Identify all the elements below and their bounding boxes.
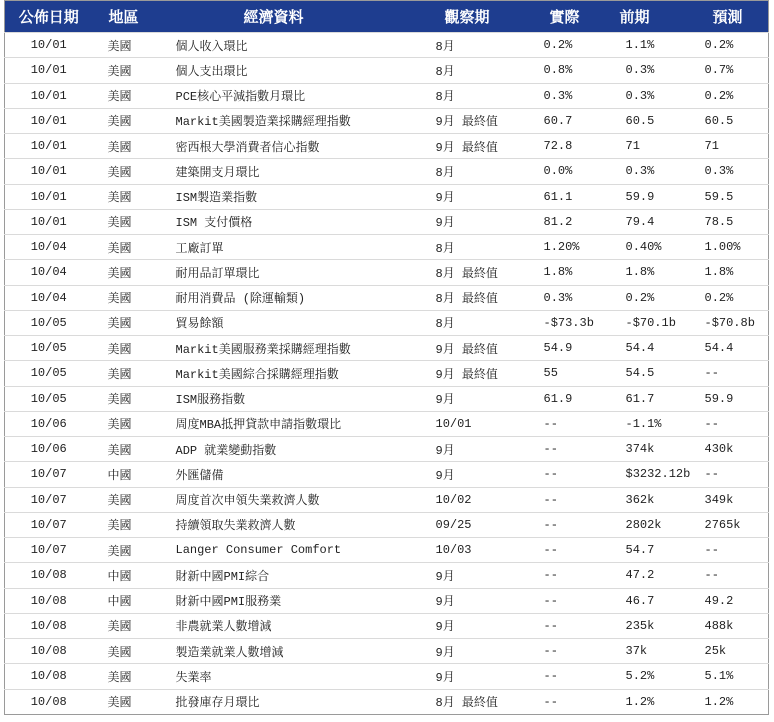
cell-forecast: 1.2% bbox=[704, 694, 734, 709]
cell-forecast: 71 bbox=[704, 139, 719, 154]
cell-previous: 5.2% bbox=[625, 669, 655, 684]
cell-forecast: 2765k bbox=[704, 517, 741, 532]
economic-calendar-table bbox=[4, 0, 769, 715]
cell-period: 10/02 bbox=[435, 492, 472, 507]
cell-forecast: 1.00% bbox=[704, 240, 741, 255]
cell-region: 美國 bbox=[107, 241, 132, 256]
cell-date: 10/05 bbox=[30, 315, 67, 330]
cell-forecast: 60.5 bbox=[704, 113, 734, 128]
cell-forecast: 0.3% bbox=[704, 164, 734, 179]
cell-indicator: 個人支出環比 bbox=[175, 64, 248, 79]
cell-date: 10/08 bbox=[30, 669, 67, 684]
cell-indicator: Langer Consumer Comfort bbox=[175, 543, 342, 558]
cell-forecast: -- bbox=[704, 416, 719, 431]
table-row bbox=[5, 134, 769, 159]
table-row bbox=[5, 83, 769, 108]
cell-date: 10/04 bbox=[30, 265, 67, 280]
cell-forecast: 430k bbox=[704, 442, 734, 457]
cell-forecast: 5.1% bbox=[704, 669, 734, 684]
cell-period: 9月 bbox=[435, 443, 455, 458]
cell-previous: 54.7 bbox=[625, 543, 655, 558]
table-row bbox=[5, 108, 769, 133]
cell-region: 美國 bbox=[107, 39, 132, 54]
table-header bbox=[5, 1, 769, 33]
cell-period: 9月 bbox=[435, 468, 455, 483]
cell-period: 8月 bbox=[435, 39, 455, 54]
cell-forecast: -$70.8b bbox=[704, 315, 755, 330]
table-row bbox=[5, 538, 769, 563]
cell-previous: 0.3% bbox=[625, 63, 655, 78]
cell-region: 美國 bbox=[107, 266, 132, 281]
table-row bbox=[5, 689, 769, 714]
cell-previous: 71 bbox=[625, 139, 640, 154]
cell-period: 8月 最終值 bbox=[435, 292, 498, 307]
cell-date: 10/08 bbox=[30, 568, 67, 583]
cell-actual: 0.3% bbox=[543, 88, 573, 103]
cell-indicator: 失業率 bbox=[175, 670, 212, 685]
cell-actual: -- bbox=[543, 694, 558, 709]
economic-calendar bbox=[4, 0, 768, 715]
cell-period: 10/01 bbox=[435, 416, 472, 431]
cell-indicator: 個人收入環比 bbox=[175, 39, 248, 54]
cell-region: 美國 bbox=[107, 418, 132, 433]
table-row bbox=[5, 310, 769, 335]
table-row bbox=[5, 235, 769, 260]
cell-region: 美國 bbox=[107, 494, 132, 509]
cell-actual: -- bbox=[543, 618, 558, 633]
cell-period: 9月 bbox=[435, 191, 455, 206]
cell-actual: 81.2 bbox=[543, 214, 573, 229]
cell-indicator: 密西根大學消費者信心指數 bbox=[175, 140, 320, 155]
table-row bbox=[5, 386, 769, 411]
cell-date: 10/05 bbox=[30, 366, 67, 381]
cell-actual: 1.20% bbox=[543, 240, 580, 255]
cell-actual: -- bbox=[543, 416, 558, 431]
cell-previous: 54.4 bbox=[625, 341, 655, 356]
cell-forecast: 0.7% bbox=[704, 63, 734, 78]
cell-previous: 1.2% bbox=[625, 694, 655, 709]
cell-previous: -$70.1b bbox=[625, 315, 676, 330]
cell-region: 美國 bbox=[107, 292, 132, 307]
cell-forecast: 25k bbox=[704, 644, 727, 659]
header-row bbox=[5, 1, 769, 33]
cell-period: 10/03 bbox=[435, 543, 472, 558]
cell-period: 8月 最終值 bbox=[435, 266, 498, 281]
cell-actual: 0.8% bbox=[543, 63, 573, 78]
cell-previous: 374k bbox=[625, 442, 655, 457]
cell-date: 10/07 bbox=[30, 543, 67, 558]
cell-date: 10/01 bbox=[30, 88, 67, 103]
cell-forecast: 0.2% bbox=[704, 290, 734, 305]
table-row bbox=[5, 285, 769, 310]
cell-forecast: 49.2 bbox=[704, 593, 734, 608]
cell-period: 8月 bbox=[435, 241, 455, 256]
cell-indicator: 財新中國PMI服務業 bbox=[175, 595, 282, 610]
cell-forecast: 78.5 bbox=[704, 214, 734, 229]
table-row bbox=[5, 588, 769, 613]
cell-indicator: 外匯儲備 bbox=[175, 468, 224, 483]
cell-previous: 79.4 bbox=[625, 214, 655, 229]
cell-date: 10/01 bbox=[30, 214, 67, 229]
cell-actual: -- bbox=[543, 593, 558, 608]
cell-date: 10/01 bbox=[30, 63, 67, 78]
cell-actual: 60.7 bbox=[543, 113, 573, 128]
table-row bbox=[5, 437, 769, 462]
cell-period: 9月 bbox=[435, 595, 455, 610]
cell-date: 10/01 bbox=[30, 113, 67, 128]
cell-forecast: 54.4 bbox=[704, 341, 734, 356]
cell-previous: 1.8% bbox=[625, 265, 655, 280]
cell-region: 美國 bbox=[107, 64, 132, 79]
cell-actual: 0.3% bbox=[543, 290, 573, 305]
cell-date: 10/01 bbox=[30, 139, 67, 154]
cell-region: 美國 bbox=[107, 544, 132, 559]
cell-actual: -- bbox=[543, 644, 558, 659]
cell-indicator: Markit美國服務業採購經理指數 bbox=[175, 342, 351, 357]
cell-date: 10/01 bbox=[30, 38, 67, 53]
cell-forecast: 59.9 bbox=[704, 391, 734, 406]
cell-period: 9月 bbox=[435, 569, 455, 584]
cell-region: 美國 bbox=[107, 443, 132, 458]
cell-forecast: -- bbox=[704, 568, 719, 583]
table-row bbox=[5, 33, 769, 58]
cell-previous: 362k bbox=[625, 492, 655, 507]
cell-region: 美國 bbox=[107, 393, 132, 408]
table-row bbox=[5, 487, 769, 512]
cell-region: 美國 bbox=[107, 317, 132, 332]
cell-period: 09/25 bbox=[435, 517, 472, 532]
cell-date: 10/06 bbox=[30, 442, 67, 457]
cell-region: 中國 bbox=[107, 468, 132, 483]
cell-period: 8月 最終值 bbox=[435, 696, 498, 711]
table-row bbox=[5, 336, 769, 361]
table-row bbox=[5, 58, 769, 83]
cell-forecast: 0.2% bbox=[704, 38, 734, 53]
cell-indicator: 周度MBA抵押貸款申請指數環比 bbox=[175, 418, 342, 433]
cell-actual: -- bbox=[543, 669, 558, 684]
cell-forecast: -- bbox=[704, 366, 719, 381]
cell-previous: 54.5 bbox=[625, 366, 655, 381]
cell-previous: -1.1% bbox=[625, 416, 662, 431]
header-indicator: 經濟資料 bbox=[243, 8, 304, 26]
cell-previous: 2802k bbox=[625, 517, 662, 532]
cell-date: 10/07 bbox=[30, 467, 67, 482]
cell-region: 美國 bbox=[107, 342, 132, 357]
cell-previous: 0.40% bbox=[625, 240, 662, 255]
cell-region: 美國 bbox=[107, 115, 132, 130]
cell-indicator: 貿易餘額 bbox=[175, 317, 224, 332]
cell-previous: 46.7 bbox=[625, 593, 655, 608]
cell-date: 10/01 bbox=[30, 189, 67, 204]
cell-previous: 0.2% bbox=[625, 290, 655, 305]
cell-period: 8月 bbox=[435, 317, 455, 332]
table-row bbox=[5, 563, 769, 588]
cell-region: 美國 bbox=[107, 620, 132, 635]
cell-period: 9月 最終值 bbox=[435, 367, 498, 382]
cell-indicator: PCE核心平減指數月環比 bbox=[175, 90, 306, 105]
cell-indicator: ISM 支付價格 bbox=[175, 216, 253, 231]
cell-forecast: 349k bbox=[704, 492, 734, 507]
cell-region: 中國 bbox=[107, 595, 132, 610]
cell-period: 9月 最終值 bbox=[435, 115, 498, 130]
cell-previous: 60.5 bbox=[625, 113, 655, 128]
cell-indicator: 製造業就業人數增減 bbox=[175, 645, 284, 660]
header-date: 公佈日期 bbox=[18, 8, 79, 26]
cell-period: 9月 bbox=[435, 645, 455, 660]
cell-indicator: 非農就業人數增減 bbox=[175, 620, 272, 635]
cell-date: 10/05 bbox=[30, 341, 67, 356]
header-forecast: 預測 bbox=[712, 8, 743, 26]
cell-indicator: ISM服務指數 bbox=[175, 393, 246, 408]
cell-period: 8月 bbox=[435, 165, 455, 180]
cell-period: 9月 bbox=[435, 216, 455, 231]
cell-date: 10/08 bbox=[30, 694, 67, 709]
cell-region: 美國 bbox=[107, 140, 132, 155]
table-row bbox=[5, 159, 769, 184]
cell-actual: 61.1 bbox=[543, 189, 573, 204]
cell-period: 9月 bbox=[435, 670, 455, 685]
cell-actual: -- bbox=[543, 543, 558, 558]
cell-date: 10/08 bbox=[30, 593, 67, 608]
cell-region: 美國 bbox=[107, 670, 132, 685]
cell-date: 10/01 bbox=[30, 164, 67, 179]
cell-region: 美國 bbox=[107, 367, 132, 382]
cell-indicator: 批發庫存月環比 bbox=[175, 696, 260, 711]
cell-previous: 0.3% bbox=[625, 164, 655, 179]
cell-indicator: Markit美國製造業採購經理指數 bbox=[175, 115, 351, 130]
cell-date: 10/04 bbox=[30, 240, 67, 255]
cell-date: 10/05 bbox=[30, 391, 67, 406]
cell-forecast: 59.5 bbox=[704, 189, 734, 204]
table-row bbox=[5, 260, 769, 285]
cell-actual: 54.9 bbox=[543, 341, 573, 356]
cell-previous: 59.9 bbox=[625, 189, 655, 204]
table-body bbox=[5, 33, 769, 715]
cell-period: 9月 最終值 bbox=[435, 140, 498, 155]
cell-region: 美國 bbox=[107, 645, 132, 660]
table-row bbox=[5, 209, 769, 234]
cell-indicator: 持續領取失業救濟人數 bbox=[175, 519, 296, 534]
cell-forecast: 488k bbox=[704, 618, 734, 633]
cell-region: 美國 bbox=[107, 165, 132, 180]
cell-date: 10/08 bbox=[30, 644, 67, 659]
cell-actual: -- bbox=[543, 492, 558, 507]
cell-region: 美國 bbox=[107, 191, 132, 206]
table-row bbox=[5, 361, 769, 386]
table-row bbox=[5, 512, 769, 537]
cell-indicator: 周度首次申領失業救濟人數 bbox=[175, 494, 320, 509]
cell-actual: -$73.3b bbox=[543, 315, 594, 330]
table-row bbox=[5, 613, 769, 638]
cell-period: 8月 bbox=[435, 64, 455, 79]
cell-actual: 72.8 bbox=[543, 139, 573, 154]
cell-region: 美國 bbox=[107, 696, 132, 711]
cell-previous: $3232.12b bbox=[625, 467, 691, 482]
cell-region: 中國 bbox=[107, 569, 132, 584]
cell-region: 美國 bbox=[107, 519, 132, 534]
cell-previous: 0.3% bbox=[625, 88, 655, 103]
cell-actual: -- bbox=[543, 568, 558, 583]
cell-actual: 61.9 bbox=[543, 391, 573, 406]
cell-indicator: ADP 就業變動指數 bbox=[175, 443, 277, 458]
cell-region: 美國 bbox=[107, 90, 132, 105]
cell-indicator: 耐用品訂單環比 bbox=[175, 266, 260, 281]
cell-indicator: 工廠訂單 bbox=[175, 241, 224, 256]
cell-forecast: -- bbox=[704, 543, 719, 558]
cell-date: 10/07 bbox=[30, 492, 67, 507]
cell-period: 9月 bbox=[435, 393, 455, 408]
cell-date: 10/04 bbox=[30, 290, 67, 305]
cell-indicator: 財新中國PMI綜合 bbox=[175, 569, 270, 584]
cell-actual: 55 bbox=[543, 366, 558, 381]
cell-forecast: -- bbox=[704, 467, 719, 482]
cell-actual: -- bbox=[543, 442, 558, 457]
cell-period: 9月 最終值 bbox=[435, 342, 498, 357]
cell-indicator: Markit美國綜合採購經理指數 bbox=[175, 367, 339, 382]
cell-actual: 0.0% bbox=[543, 164, 573, 179]
cell-forecast: 0.2% bbox=[704, 88, 734, 103]
cell-date: 10/07 bbox=[30, 517, 67, 532]
header-actual: 實際 bbox=[549, 8, 580, 26]
header-region: 地區 bbox=[108, 8, 139, 26]
table-row bbox=[5, 411, 769, 436]
cell-previous: 37k bbox=[625, 644, 648, 659]
cell-actual: -- bbox=[543, 467, 558, 482]
header-previous: 前期 bbox=[619, 8, 650, 26]
cell-forecast: 1.8% bbox=[704, 265, 734, 280]
cell-date: 10/06 bbox=[30, 416, 67, 431]
cell-actual: 0.2% bbox=[543, 38, 573, 53]
cell-indicator: 耐用消費品 (除運輸類) bbox=[175, 292, 306, 307]
cell-period: 8月 bbox=[435, 90, 455, 105]
cell-previous: 235k bbox=[625, 618, 655, 633]
table-row bbox=[5, 639, 769, 664]
table-row bbox=[5, 184, 769, 209]
cell-period: 9月 bbox=[435, 620, 455, 635]
table-row bbox=[5, 664, 769, 689]
table-row bbox=[5, 462, 769, 487]
cell-indicator: 建築開支月環比 bbox=[175, 165, 260, 180]
cell-date: 10/08 bbox=[30, 618, 67, 633]
cell-previous: 61.7 bbox=[625, 391, 655, 406]
cell-region: 美國 bbox=[107, 216, 132, 231]
cell-previous: 47.2 bbox=[625, 568, 655, 583]
cell-indicator: ISM製造業指數 bbox=[175, 191, 258, 206]
cell-actual: -- bbox=[543, 517, 558, 532]
cell-actual: 1.8% bbox=[543, 265, 573, 280]
header-period: 觀察期 bbox=[444, 8, 490, 26]
cell-previous: 1.1% bbox=[625, 38, 655, 53]
